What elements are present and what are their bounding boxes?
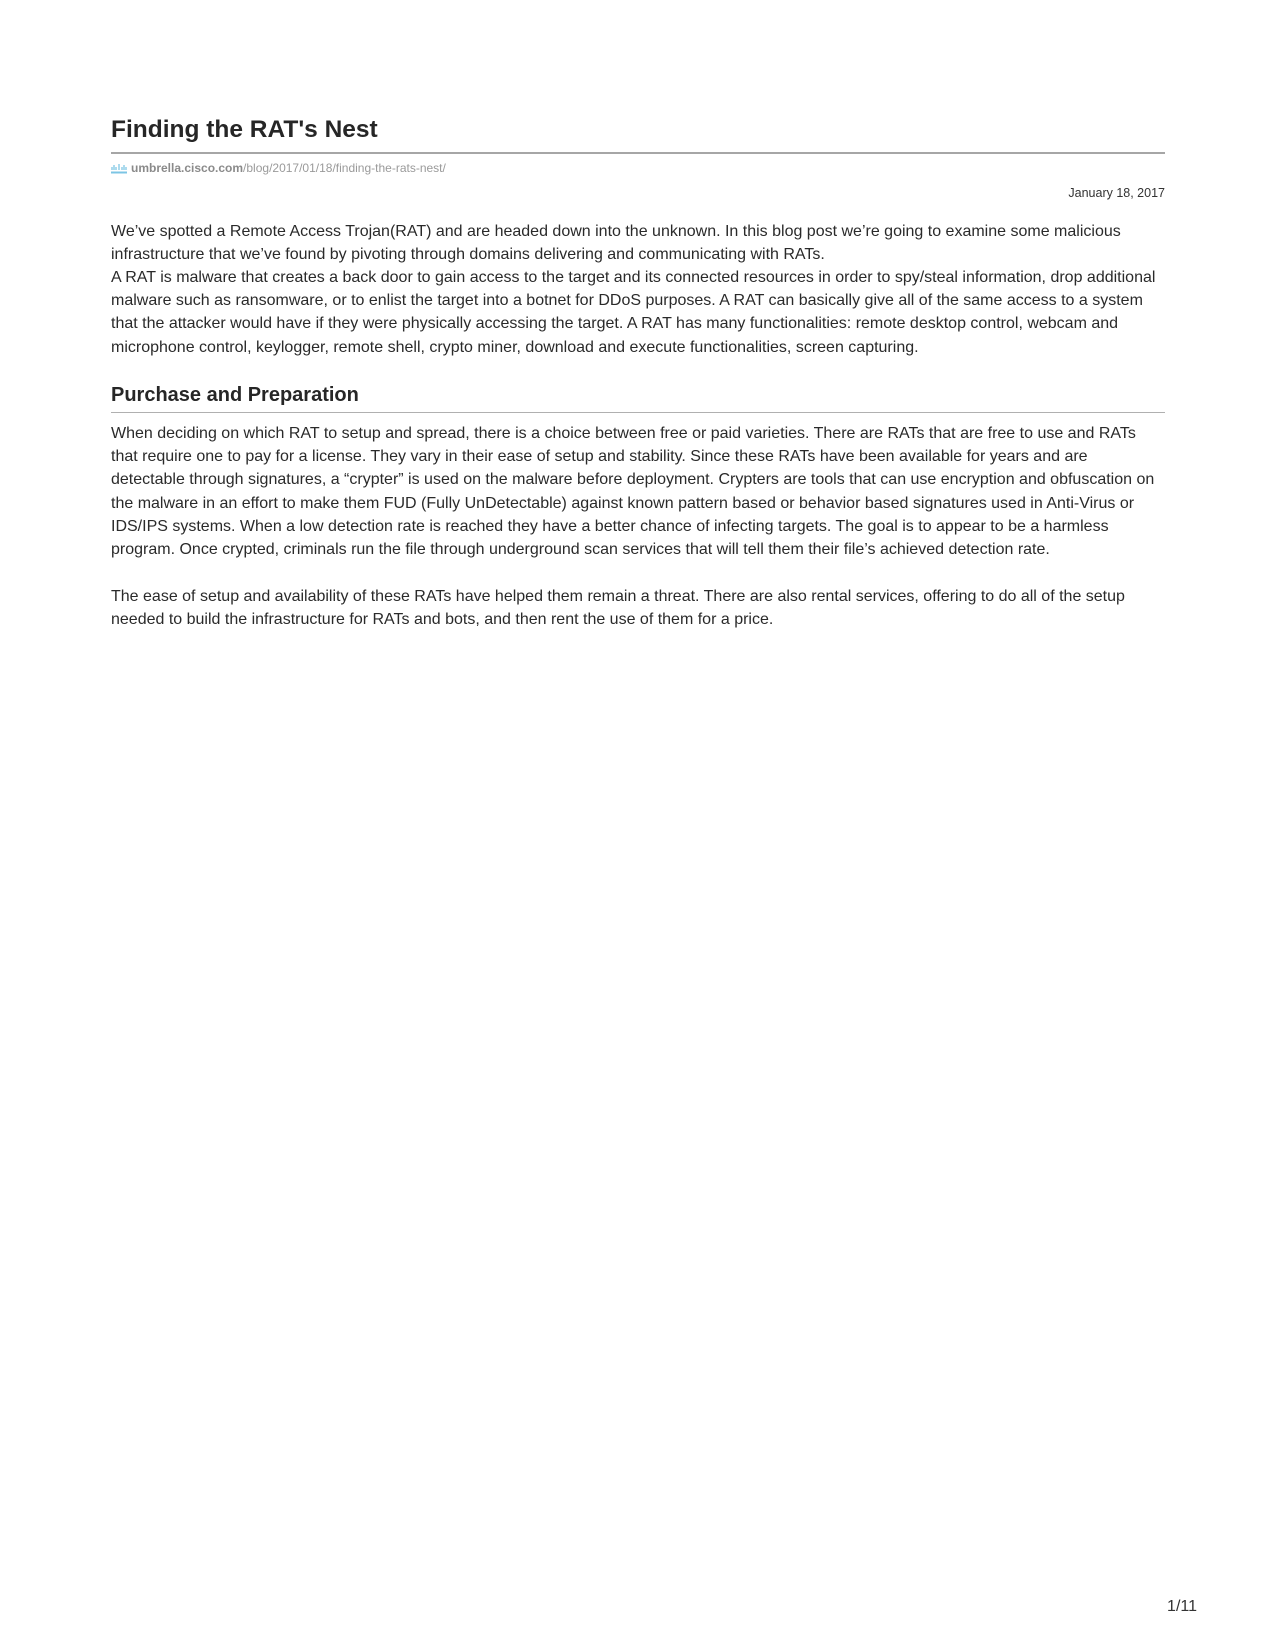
source-domain[interactable]: umbrella.cisco.com: [131, 161, 244, 175]
intro-paragraph-1: We’ve spotted a Remote Access Trojan(RAT) and are headed down into the unknown. In this blog post we’re going to examine some malicious infrastructure that we’ve found by pivoting through domains delivering and communicating with RATs.: [111, 223, 1121, 264]
publish-date: January 18, 2017: [1068, 186, 1165, 200]
title-divider: [111, 152, 1165, 154]
page-title: Finding the RAT's Nest: [111, 116, 378, 143]
section-paragraph-2: The ease of setup and availability of these RATs have helped them remain a threat. There are also rental services, offering to do all of the setup needed to build the infrastructure for RATs and bots, and then rent the use of them for a price.: [111, 588, 1125, 629]
section-divider: [111, 412, 1165, 413]
source-url[interactable]: [111, 160, 446, 176]
source-path[interactable]: /blog/2017/01/18/finding-the-rats-nest/: [243, 161, 446, 175]
intro-paragraph-2: A RAT is malware that creates a back door to gain access to the target and its connected resources in order to spy/steal information, drop additional malware such as ransomware, or to enlist the target into a botnet for DDoS purposes. A RAT can basically give all of the same access to a system that the attacker would have if they were physically accessing the target. A RAT has many functionalities: remote desktop control, webcam and microphone control, keylogger, remote shell, crypto miner, download and execute functionalities, screen capturing.: [111, 269, 1156, 356]
section-paragraph-1: When deciding on which RAT to setup and spread, there is a choice between free or paid varieties. There are RATs that are free to use and RATs that require one to pay for a license. They vary in their ease of setup and stability. Since these RATs have been available for years and are detectable through signatures, a “crypter” is used on the malware before deployment. Crypters are tools that can use encryption and obfuscation on the malware in an effort to make them FUD (Fully UnDetectable) against known pattern based or behavior based signatures used in Anti-Virus or IDS/IPS systems. When a low detection rate is reached they have a better chance of infecting targets. The goal is to appear to be a harmless program. Once crypted, criminals run the file through underground scan services that will tell them their file’s achieved detection rate.: [111, 425, 1155, 559]
section-heading: Purchase and Preparation: [111, 384, 359, 406]
cisco-logo-icon: [111, 163, 127, 173]
page-number: 1/11: [1167, 1598, 1197, 1615]
